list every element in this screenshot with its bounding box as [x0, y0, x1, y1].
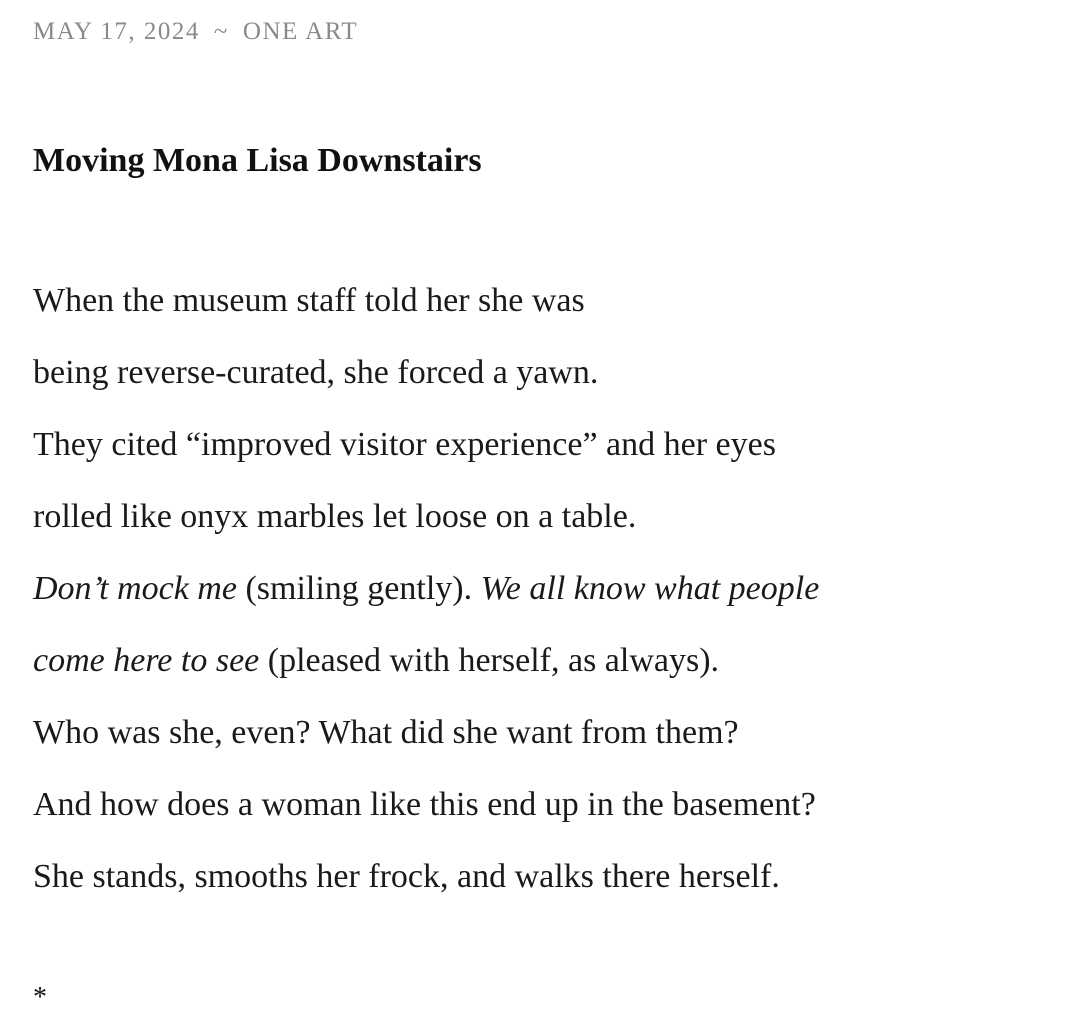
- poem-line: They cited “improved visitor experience” and her eyes: [33, 426, 776, 463]
- italic-text: come here to see: [33, 642, 260, 679]
- italic-text: Don’t mock me: [33, 570, 237, 607]
- poem-line: Who was she, even? What did she want from them?: [33, 714, 739, 751]
- poem-line: She stands, smooths her frock, and walks there herself.: [33, 858, 780, 895]
- italic-text: We all know what people: [480, 570, 820, 607]
- poem-line: rolled like onyx marbles let loose on a table.: [33, 498, 637, 535]
- poem-line: And how does a woman like this end up in the basement?: [33, 786, 816, 823]
- plain-text: (pleased with herself, as always).: [259, 642, 720, 679]
- poem-title: Moving Mona Lisa Downstairs: [33, 142, 482, 179]
- section-break: *: [33, 982, 47, 1013]
- poem-line: [33, 553, 819, 625]
- poem-line: being reverse-curated, she forced a yawn.: [33, 354, 599, 391]
- poem-line: When the museum staff told her she was: [33, 282, 585, 319]
- post-meta: [33, 18, 358, 46]
- post-category-link[interactable]: ONE ART: [242, 18, 359, 45]
- post-date: MAY 17, 2024: [33, 18, 200, 45]
- poem-body: [33, 265, 819, 913]
- poem-line: [33, 625, 819, 697]
- plain-text: (smiling gently).: [236, 570, 481, 607]
- meta-separator: ~: [213, 18, 229, 45]
